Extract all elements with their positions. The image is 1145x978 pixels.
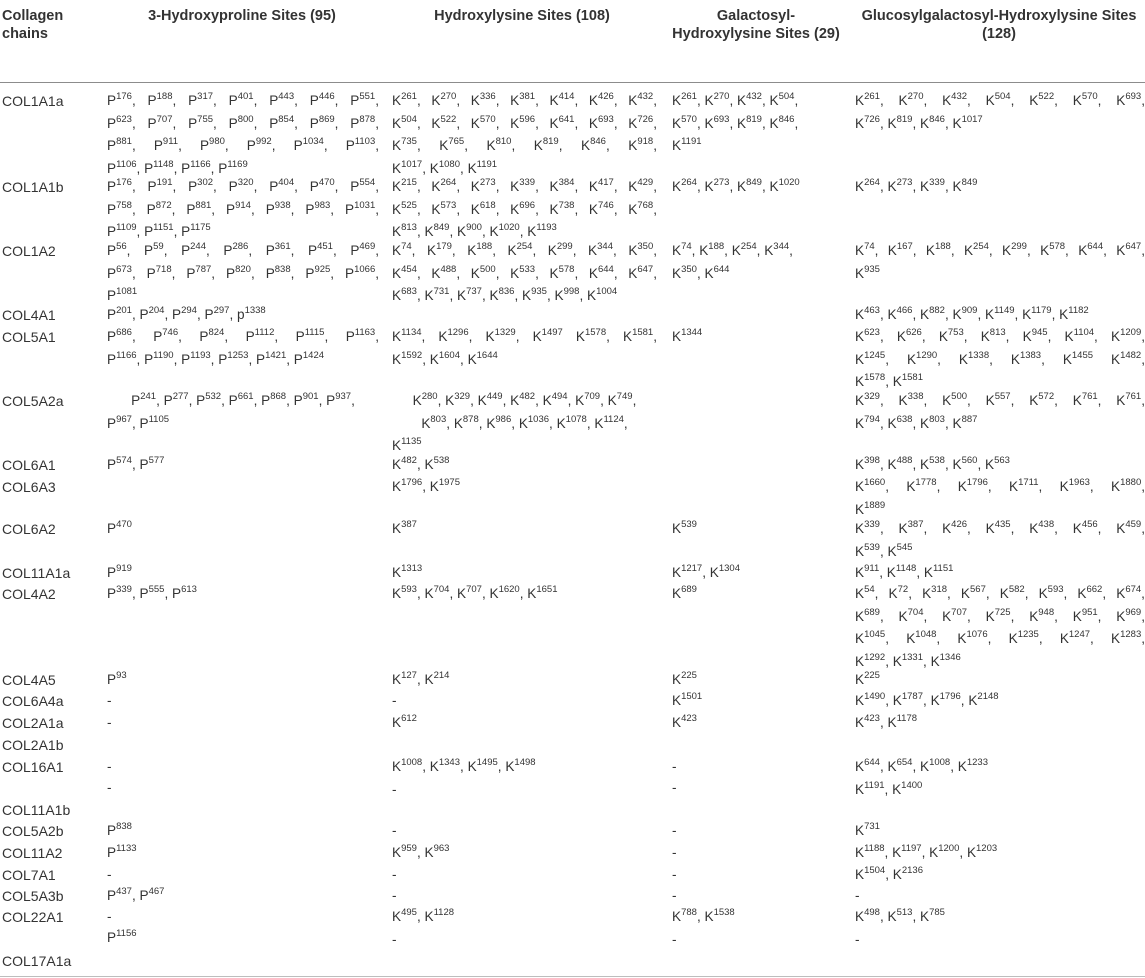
hydroxylysine-sites-cell — [392, 327, 657, 372]
glucosylgalactosyl-sites-cell — [855, 519, 1145, 564]
collagen-chain-cell: COL5A2a — [2, 393, 64, 409]
glucosylgalactosyl-sites-cell — [855, 821, 1145, 844]
site-line: $K^{683}$, $K^{731}$, $K^{737}$, $K^{836}$, $K^{935}$, $K^{998}$, $K^{1004}$ — [392, 286, 618, 303]
glucosylgalactosyl-sites-cell — [855, 563, 1145, 586]
site-line: $K^{570}$, $K^{693}$, $K^{819}$, $K^{846}$, — [672, 113, 799, 131]
site-line: $K^{689}$ — [672, 584, 697, 601]
hydroxylysine-sites-cell — [392, 519, 657, 542]
site-line: $K^{525}$, $K^{573}$, $K^{618}$, $K^{696}$, $K^{738}$, $K^{746}$, $K^{768}$, — [392, 199, 657, 217]
hydroxyproline-sites-cell — [107, 670, 379, 693]
site-line: $K^{387}$ — [392, 519, 417, 536]
site-line: - — [392, 781, 397, 797]
hydroxyproline-sites-cell — [107, 757, 379, 798]
site-line: $K^{1008}$, $K^{1343}$, $K^{1495}$, $K^{1498}$ — [392, 757, 536, 774]
site-line: $K^{623}$, $K^{626}$, $K^{753}$, $K^{813}$, $K^{945}$, $K^{1104}$, $K^{1209}$, — [855, 327, 1145, 344]
header-hydroxylysine: Hydroxylysine Sites (108) — [434, 8, 610, 24]
site-line: $K^{54}$, $K^{72}$, $K^{318}$, $K^{567}$, $K^{582}$, $K^{593}$, $K^{662}$, $K^{674}$, — [855, 584, 1145, 601]
site-line: - — [392, 888, 397, 903]
glucosylgalactosyl-sites-cell — [855, 327, 1145, 395]
site-line: $K^{482}$, $K^{538}$ — [392, 455, 450, 472]
site-line: $P^{623}$, $P^{707}$, $P^{755}$, $P^{800}$, $P^{854}$, $P^{869}$, $P^{878}$, — [107, 113, 379, 131]
site-line: $P^{574}$, $P^{577}$ — [107, 455, 165, 472]
site-line: $K^{74}$, $K^{179}$, $K^{188}$, $K^{254}$, $K^{299}$, $K^{344}$, $K^{350}$, — [392, 241, 658, 258]
site-line: $K^{788}$, $K^{1538}$ — [672, 907, 735, 924]
collagen-chain-cell: COL11A1b — [2, 802, 71, 818]
site-line: - — [672, 845, 677, 860]
site-line: $K^{280}$, $K^{329}$, $K^{449}$, $K^{482}$, $K^{494}$, $K^{709}$, $K^{749}$, — [412, 391, 637, 408]
site-line: $K^{1344}$ — [672, 327, 703, 344]
header-3-hydroxyproline: 3-Hydroxyproline Sites (95) — [148, 8, 336, 24]
hydroxyproline-sites-cell — [107, 519, 379, 542]
site-line: $K^{498}$, $K^{513}$, $K^{785}$ — [855, 907, 945, 924]
site-line: $P^{56}$, $P^{59}$, $P^{244}$, $P^{286}$, $P^{361}$, $P^{451}$, $P^{469}$, — [107, 241, 380, 258]
site-line: - — [392, 823, 397, 838]
site-line: $K^{339}$, $K^{387}$, $K^{426}$, $K^{435}$, $K^{438}$, $K^{456}$, $K^{459}$, — [855, 519, 1145, 536]
site-line: $P^{838}$ — [107, 821, 132, 838]
site-line: $K^{1796}$, $K^{1975}$ — [392, 477, 460, 494]
galactosyl-sites-cell — [672, 691, 837, 714]
site-line: $K^{261}$, $K^{270}$, $K^{432}$, $K^{504}$, $K^{522}$, $K^{570}$, $K^{693}$, — [855, 91, 1145, 108]
glucosylgalactosyl-sites-cell — [855, 886, 1145, 907]
site-line: $P^{470}$ — [107, 519, 132, 536]
site-line: $K^{1490}$, $K^{1787}$, $K^{1796}$, $K^{2148}$ — [855, 691, 999, 708]
site-line: $P^{1109}$, $P^{1151}$, $P^{1175}$ — [107, 222, 211, 239]
hydroxylysine-sites-cell — [392, 455, 657, 478]
galactosyl-sites-cell — [672, 713, 837, 736]
site-line: $P^{881}$, $P^{911}$, $P^{980}$, $P^{992}$, $P^{1034}$, $P^{1103}$, — [107, 136, 380, 153]
hydroxyproline-sites-cell — [107, 563, 379, 586]
hydroxylysine-sites-cell — [392, 907, 657, 950]
site-line: $P^{967}$, $P^{1105}$ — [107, 413, 170, 431]
hydroxyproline-sites-cell — [107, 886, 379, 909]
hydroxylysine-sites-cell — [392, 241, 657, 309]
site-line: - — [107, 715, 112, 730]
site-line: $K^{1660}$, $K^{1778}$, $K^{1796}$, $K^{1711}$, $K^{1963}$, $K^{1880}$, — [855, 477, 1145, 494]
glucosylgalactosyl-sites-cell — [855, 907, 1145, 950]
site-line: $K^{225}$ — [672, 670, 697, 687]
site-line: $K^{1017}$, $K^{1080}$, $K^{1191}$ — [392, 158, 498, 176]
site-line: $K^{1292}$, $K^{1331}$, $K^{1346}$ — [855, 651, 961, 669]
hydroxyproline-sites-cell — [107, 177, 379, 245]
glucosylgalactosyl-sites-cell — [855, 691, 1145, 714]
glucosylgalactosyl-sites-cell — [855, 713, 1145, 736]
hydroxyproline-sites-cell — [107, 455, 379, 478]
site-line: $K^{726}$, $K^{819}$, $K^{846}$, $K^{1017}$ — [855, 113, 983, 131]
site-line: - — [107, 909, 112, 924]
site-line: $P^{758}$, $P^{872}$, $P^{881}$, $P^{914}$, $P^{938}$, $P^{983}$, $P^{1031}$, — [107, 199, 380, 217]
site-line: $K^{264}$, $K^{273}$, $K^{339}$, $K^{849}$ — [855, 177, 978, 194]
site-line: $K^{454}$, $K^{488}$, $K^{500}$, $K^{533}$, $K^{578}$, $K^{644}$, $K^{647}$, — [392, 263, 657, 281]
site-line: $K^{794}$, $K^{638}$, $K^{803}$, $K^{887}$ — [855, 413, 978, 431]
site-line: $K^{215}$, $K^{264}$, $K^{273}$, $K^{339}$, $K^{384}$, $K^{417}$, $K^{429}$, — [392, 177, 657, 194]
site-line: - — [107, 867, 112, 882]
site-line: $K^{612}$ — [392, 713, 417, 730]
site-line: $K^{1578}$, $K^{1581}$ — [855, 372, 923, 389]
site-line: - — [672, 779, 677, 795]
site-line: $K^{1217}$, $K^{1304}$ — [672, 563, 740, 580]
collagen-chain-cell: COL17A1a — [2, 953, 72, 969]
site-line: - — [855, 931, 860, 947]
header-glucosylgalactosyl-hydroxylysine: Glucosylgalactosyl-Hydroxylysine Sites (128) — [861, 8, 1137, 42]
site-line: $K^{813}$, $K^{849}$, $K^{900}$, $K^{1020}$, $K^{1193}$ — [392, 222, 557, 239]
site-line: $K^{261}$, $K^{270}$, $K^{432}$, $K^{504}$, — [672, 91, 799, 108]
hydroxyproline-sites-cell — [107, 584, 379, 607]
galactosyl-sites-cell — [672, 177, 837, 200]
site-line: $K^{423}$ — [672, 713, 697, 730]
galactosyl-sites-cell — [672, 91, 837, 159]
site-line: $K^{350}$, $K^{644}$ — [672, 263, 730, 281]
site-line: $K^{1245}$, $K^{1290}$, $K^{1338}$, $K^{1383}$, $K^{1455}$ $K^{1482}$, — [855, 349, 1145, 367]
hydroxylysine-sites-cell — [392, 477, 657, 500]
galactosyl-sites-cell — [672, 241, 837, 286]
hydroxylysine-sites-cell — [392, 584, 657, 607]
galactosyl-sites-cell — [672, 519, 837, 542]
site-line: $K^{803}$, $K^{878}$, $K^{986}$, $K^{1036}$, $K^{1078}$, $K^{1124}$, — [421, 413, 628, 431]
hydroxylysine-sites-cell — [392, 821, 657, 842]
collagen-chain-cell: COL4A1 — [2, 307, 56, 323]
hydroxylysine-sites-cell — [392, 713, 657, 736]
site-line: - — [855, 888, 860, 903]
site-line: $K^{261}$, $K^{270}$, $K^{336}$, $K^{381}$, $K^{414}$, $K^{426}$, $K^{432}$, — [392, 91, 657, 108]
glucosylgalactosyl-sites-cell — [855, 177, 1145, 200]
site-line: $K^{689}$, $K^{704}$, $K^{707}$, $K^{725}$, $K^{948}$, $K^{951}$, $K^{969}$, — [855, 606, 1145, 624]
site-line: $K^{1134}$, $K^{1296}$, $K^{1329}$, $K^{1497}$ $K^{1578}$, $K^{1581}$, — [392, 327, 657, 344]
hydroxylysine-sites-cell — [392, 91, 657, 181]
collagen-chain-cell: COL6A1 — [2, 457, 56, 473]
site-line: $K^{1045}$, $K^{1048}$, $K^{1076}$, $K^{1235}$, $K^{1247}$, $K^{1283}$, — [855, 629, 1145, 646]
collagen-chain-cell: COL1A1a — [2, 93, 64, 109]
galactosyl-sites-cell — [672, 757, 837, 798]
bottom-rule — [0, 976, 1145, 977]
hydroxylysine-sites-cell — [392, 886, 657, 907]
collagen-chain-cell: COL5A2b — [2, 823, 64, 839]
hydroxylysine-sites-cell — [392, 865, 657, 886]
site-line: $K^{593}$, $K^{704}$, $K^{707}$, $K^{1620}$, $K^{1651}$ — [392, 584, 558, 601]
collagen-chain-cell: COL4A5 — [2, 672, 56, 688]
site-line: - — [107, 779, 112, 795]
site-line: - — [672, 867, 677, 882]
hydroxyproline-sites-cell — [107, 713, 379, 734]
galactosyl-sites-cell — [672, 327, 837, 350]
site-line: $K^{495}$, $K^{1128}$ — [392, 907, 455, 924]
site-line: $K^{1504}$, $K^{2136}$ — [855, 865, 923, 882]
hydroxylysine-sites-cell — [392, 391, 657, 459]
galactosyl-sites-cell — [672, 886, 837, 907]
collagen-chain-cell: COL1A1b — [2, 179, 64, 195]
site-line: - — [392, 867, 397, 882]
glucosylgalactosyl-sites-cell — [855, 670, 1145, 693]
glucosylgalactosyl-sites-cell — [855, 865, 1145, 888]
site-line: $P^{241}$, $P^{277}$, $P^{532}$, $P^{661}$, $P^{868}$, $P^{901}$, $P^{937}$, — [131, 391, 355, 408]
site-line: $K^{911}$, $K^{1148}$, $K^{1151}$ — [855, 563, 954, 580]
glucosylgalactosyl-sites-cell — [855, 455, 1145, 478]
collagen-chain-cell: COL11A2 — [2, 845, 63, 861]
site-line: $P^{1133}$ — [107, 843, 137, 860]
site-line: $K^{329}$, $K^{338}$, $K^{500}$, $K^{557}$, $K^{572}$, $K^{761}$, $K^{761}$, — [855, 391, 1145, 408]
galactosyl-sites-cell — [672, 843, 837, 864]
glucosylgalactosyl-sites-cell — [855, 241, 1145, 286]
collagen-chain-cell: COL5A1 — [2, 329, 56, 345]
collagen-chain-cell: COL7A1 — [2, 867, 56, 883]
table-header — [0, 0, 1145, 83]
site-line: - — [107, 693, 112, 708]
site-line: - — [672, 931, 677, 947]
site-line: $K^{264}$, $K^{273}$, $K^{849}$, $K^{1020}$ — [672, 177, 800, 194]
glucosylgalactosyl-sites-cell — [855, 843, 1145, 866]
site-line: $P^{201}$, $P^{204}$, $P^{294}$, $P^{297}$, $p^{1338}$ — [107, 305, 266, 322]
site-line: - — [107, 759, 112, 774]
collagen-chain-cell: COL2A1a — [2, 715, 64, 731]
site-line: $K^{1135}$ — [392, 436, 422, 453]
site-line: - — [672, 759, 677, 774]
glucosylgalactosyl-sites-cell — [855, 757, 1145, 802]
galactosyl-sites-cell — [672, 584, 837, 607]
site-line: - — [672, 823, 677, 838]
site-line: $K^{1592}$, $K^{1604}$, $K^{1644}$ — [392, 349, 498, 367]
site-line: - — [392, 931, 397, 947]
glucosylgalactosyl-sites-cell — [855, 584, 1145, 674]
site-line: - — [672, 888, 677, 903]
site-line: $P^{1106}$, $P^{1148}$, $P^{1166}$, $P^{1169}$ — [107, 158, 248, 176]
site-line: $P^{93}$ — [107, 670, 127, 687]
site-line: $P^{176}$, $P^{188}$, $P^{317}$, $P^{401}$, $P^{443}$, $P^{446}$, $P^{551}$, — [107, 91, 379, 108]
hydroxylysine-sites-cell — [392, 563, 657, 586]
site-line: $K^{463}$, $K^{466}$, $K^{882}$, $K^{909}$, $K^{1149}$, $K^{1179}$, $K^{1182}$ — [855, 305, 1089, 322]
site-line: $P^{919}$ — [107, 563, 132, 580]
site-line: $K^{1889}$ — [855, 499, 886, 517]
site-line: $K^{735}$, $K^{765}$, $K^{810}$, $K^{819}$, $K^{846}$, $K^{918}$, — [392, 136, 657, 153]
collagen-chain-cell: COL5A3b — [2, 888, 64, 904]
hydroxylysine-sites-cell — [392, 177, 657, 245]
site-line: $K^{74}$, $K^{188}$, $K^{254}$, $K^{344}$, — [672, 241, 793, 258]
site-line: $K^{1501}$ — [672, 691, 703, 708]
site-line: $K^{225}$ — [855, 670, 880, 687]
galactosyl-sites-cell — [672, 670, 837, 693]
galactosyl-sites-cell — [672, 907, 837, 950]
site-line: $K^{504}$, $K^{522}$, $K^{570}$, $K^{596}$, $K^{641}$, $K^{693}$, $K^{726}$, — [392, 113, 657, 131]
site-line: $P^{1156}$ — [107, 927, 137, 945]
glucosylgalactosyl-sites-cell — [855, 91, 1145, 136]
site-line: $K^{74}$, $K^{167}$, $K^{188}$, $K^{254}$, $K^{299}$, $K^{578}$, $K^{644}$, $K^{647}$, — [855, 241, 1145, 258]
hydroxyproline-sites-cell — [107, 305, 379, 328]
hydroxylysine-sites-cell — [392, 670, 657, 693]
hydroxyproline-sites-cell — [107, 327, 379, 372]
site-line: $K^{1188}$, $K^{1197}$, $K^{1200}$, $K^{1203}$ — [855, 843, 998, 860]
site-line: $K^{539}$, $K^{545}$ — [855, 541, 913, 559]
collagen-chain-cell: COL4A2 — [2, 586, 56, 602]
site-line: $K^{539}$ — [672, 519, 697, 536]
site-line: $P^{686}$, $P^{746}$, $P^{824}$, $P^{1112}$, $P^{1115}$, $P^{1163}$, — [107, 327, 379, 344]
collagen-chain-cell: COL16A1 — [2, 759, 64, 775]
hydroxyproline-sites-cell — [107, 391, 379, 436]
hydroxyproline-sites-cell — [107, 843, 379, 866]
site-line: $K^{127}$, $K^{214}$ — [392, 670, 450, 687]
collagen-chain-cell: COL6A4a — [2, 693, 64, 709]
site-line: $K^{959}$, $K^{963}$ — [392, 843, 450, 860]
site-line: - — [392, 693, 397, 708]
glucosylgalactosyl-sites-cell — [855, 477, 1145, 522]
header-collagen-chains: Collagen chains — [2, 8, 64, 42]
hydroxyproline-sites-cell — [107, 907, 379, 950]
hydroxyproline-sites-cell — [107, 691, 379, 712]
hydroxyproline-sites-cell — [107, 241, 379, 309]
site-line: $K^{644}$, $K^{654}$, $K^{1008}$, $K^{1233}$ — [855, 757, 988, 774]
collagen-chain-cell: COL11A1a — [2, 565, 71, 581]
site-line: $K^{731}$ — [855, 821, 880, 838]
collagen-chain-cell: COL1A2 — [2, 243, 56, 259]
site-line: $P^{176}$, $P^{191}$, $P^{302}$, $P^{320}$, $P^{404}$, $P^{470}$, $P^{554}$, — [107, 177, 379, 194]
site-line: $K^{935}$ — [855, 263, 880, 281]
site-line: $P^{339}$, $P^{555}$, $P^{613}$ — [107, 584, 197, 601]
collagen-chain-cell: COL6A3 — [2, 479, 56, 495]
hydroxyproline-sites-cell — [107, 865, 379, 886]
hydroxylysine-sites-cell — [392, 843, 657, 866]
site-line: $P^{1166}$, $P^{1190}$, $P^{1193}$, $P^{1253}$, $P^{1421}$, $P^{1424}$ — [107, 349, 325, 367]
hydroxyproline-sites-cell — [107, 91, 379, 181]
hydroxylysine-sites-cell — [392, 757, 657, 800]
galactosyl-sites-cell — [672, 563, 837, 586]
site-line: $K^{1191}$, $K^{1400}$ — [855, 779, 923, 797]
glucosylgalactosyl-sites-cell — [855, 305, 1145, 328]
site-line: $P^{437}$, $P^{467}$ — [107, 886, 165, 903]
site-line: $P^{1081}$ — [107, 286, 138, 303]
site-line: $K^{423}$, $K^{1178}$ — [855, 713, 918, 730]
site-line: $K^{1191}$ — [672, 136, 702, 153]
collagen-chain-cell: COL2A1b — [2, 737, 64, 753]
hydroxyproline-sites-cell — [107, 821, 379, 844]
galactosyl-sites-cell — [672, 821, 837, 842]
site-line: $P^{673}$, $P^{718}$, $P^{787}$, $P^{820}$, $P^{838}$, $P^{925}$, $P^{1066}$, — [107, 263, 380, 281]
header-galactosyl-hydroxylysine: Galactosyl-Hydroxylysine Sites (29) — [672, 8, 840, 42]
site-line: $K^{1313}$ — [392, 563, 423, 580]
hydroxylysine-sites-cell — [392, 691, 657, 712]
galactosyl-sites-cell — [672, 865, 837, 886]
glucosylgalactosyl-sites-cell — [855, 391, 1145, 436]
collagen-chain-cell: COL6A2 — [2, 521, 56, 537]
site-line: $K^{398}$, $K^{488}$, $K^{538}$, $K^{560}$, $K^{563}$ — [855, 455, 1010, 472]
collagen-chain-cell: COL22A1 — [2, 909, 64, 925]
